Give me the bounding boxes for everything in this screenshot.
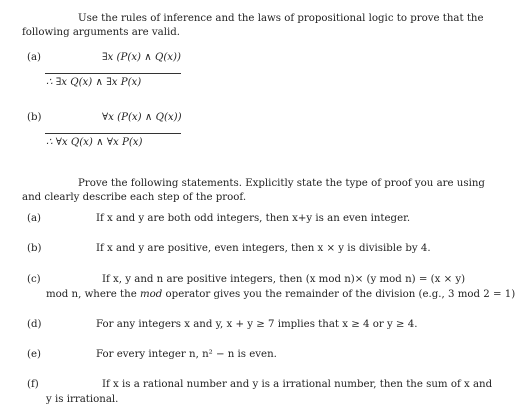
statement-a-label: (a) bbox=[27, 213, 42, 224]
statement-f-text-line1: If x is a rational number and y is a irrational number, then the sum of x and bbox=[102, 379, 493, 390]
statement-c-text-line2-post: operator gives you the remainder of the division (e.g., 3 mod 2 = 1) bbox=[162, 289, 515, 300]
statement-d-text: For any integers x and y, x + y ≥ 7 implies that x ≥ 4 or y ≥ 4. bbox=[96, 319, 418, 330]
statement-c-mod-emphasis: mod bbox=[139, 289, 163, 300]
statement-c-label: (c) bbox=[27, 274, 41, 285]
statement-f-label: (f) bbox=[27, 379, 39, 390]
argument-a-label: (a) bbox=[27, 52, 42, 63]
argument-b-divider bbox=[45, 133, 181, 134]
statement-d-label: (d) bbox=[27, 319, 42, 330]
statement-e-text: For every integer n, n² − n is even. bbox=[96, 349, 277, 360]
part1-intro-line2: following arguments are valid. bbox=[22, 27, 181, 38]
part1-intro-line1: Use the rules of inference and the laws of propositional logic to prove that the bbox=[78, 13, 484, 24]
statement-b-label: (b) bbox=[27, 243, 42, 254]
part2-intro-line1: Prove the following statements. Explicitly state the type of proof you are using bbox=[78, 178, 485, 189]
argument-b-label: (b) bbox=[27, 112, 42, 123]
argument-a-premise: ∃x (P(x) ∧ Q(x)) bbox=[102, 52, 181, 63]
statement-c-text-line2-pre: mod n, where the bbox=[46, 289, 140, 300]
argument-a-divider bbox=[45, 73, 181, 74]
argument-b-premise: ∀x (P(x) ∧ Q(x)) bbox=[102, 112, 182, 123]
statement-a-text: If x and y are both odd integers, then x+y is an even integer. bbox=[96, 213, 411, 224]
statement-c-text-line1: If x, y and n are positive integers, then (x mod n)× (y mod n) = (x × y) bbox=[102, 274, 466, 285]
statement-b-text: If x and y are positive, even integers, then x × y is divisible by 4. bbox=[96, 243, 431, 254]
statement-c-text-line2 bbox=[46, 289, 515, 300]
statement-e-label: (e) bbox=[27, 349, 41, 360]
argument-a-conclusion: ∴ ∃x Q(x) ∧ ∃x P(x) bbox=[46, 77, 142, 88]
part2-intro-line2: and clearly describe each step of the proof. bbox=[22, 192, 247, 203]
statement-f-text-line2: y is irrational. bbox=[46, 394, 119, 405]
argument-b-conclusion: ∴ ∀x Q(x) ∧ ∀x P(x) bbox=[46, 137, 143, 148]
